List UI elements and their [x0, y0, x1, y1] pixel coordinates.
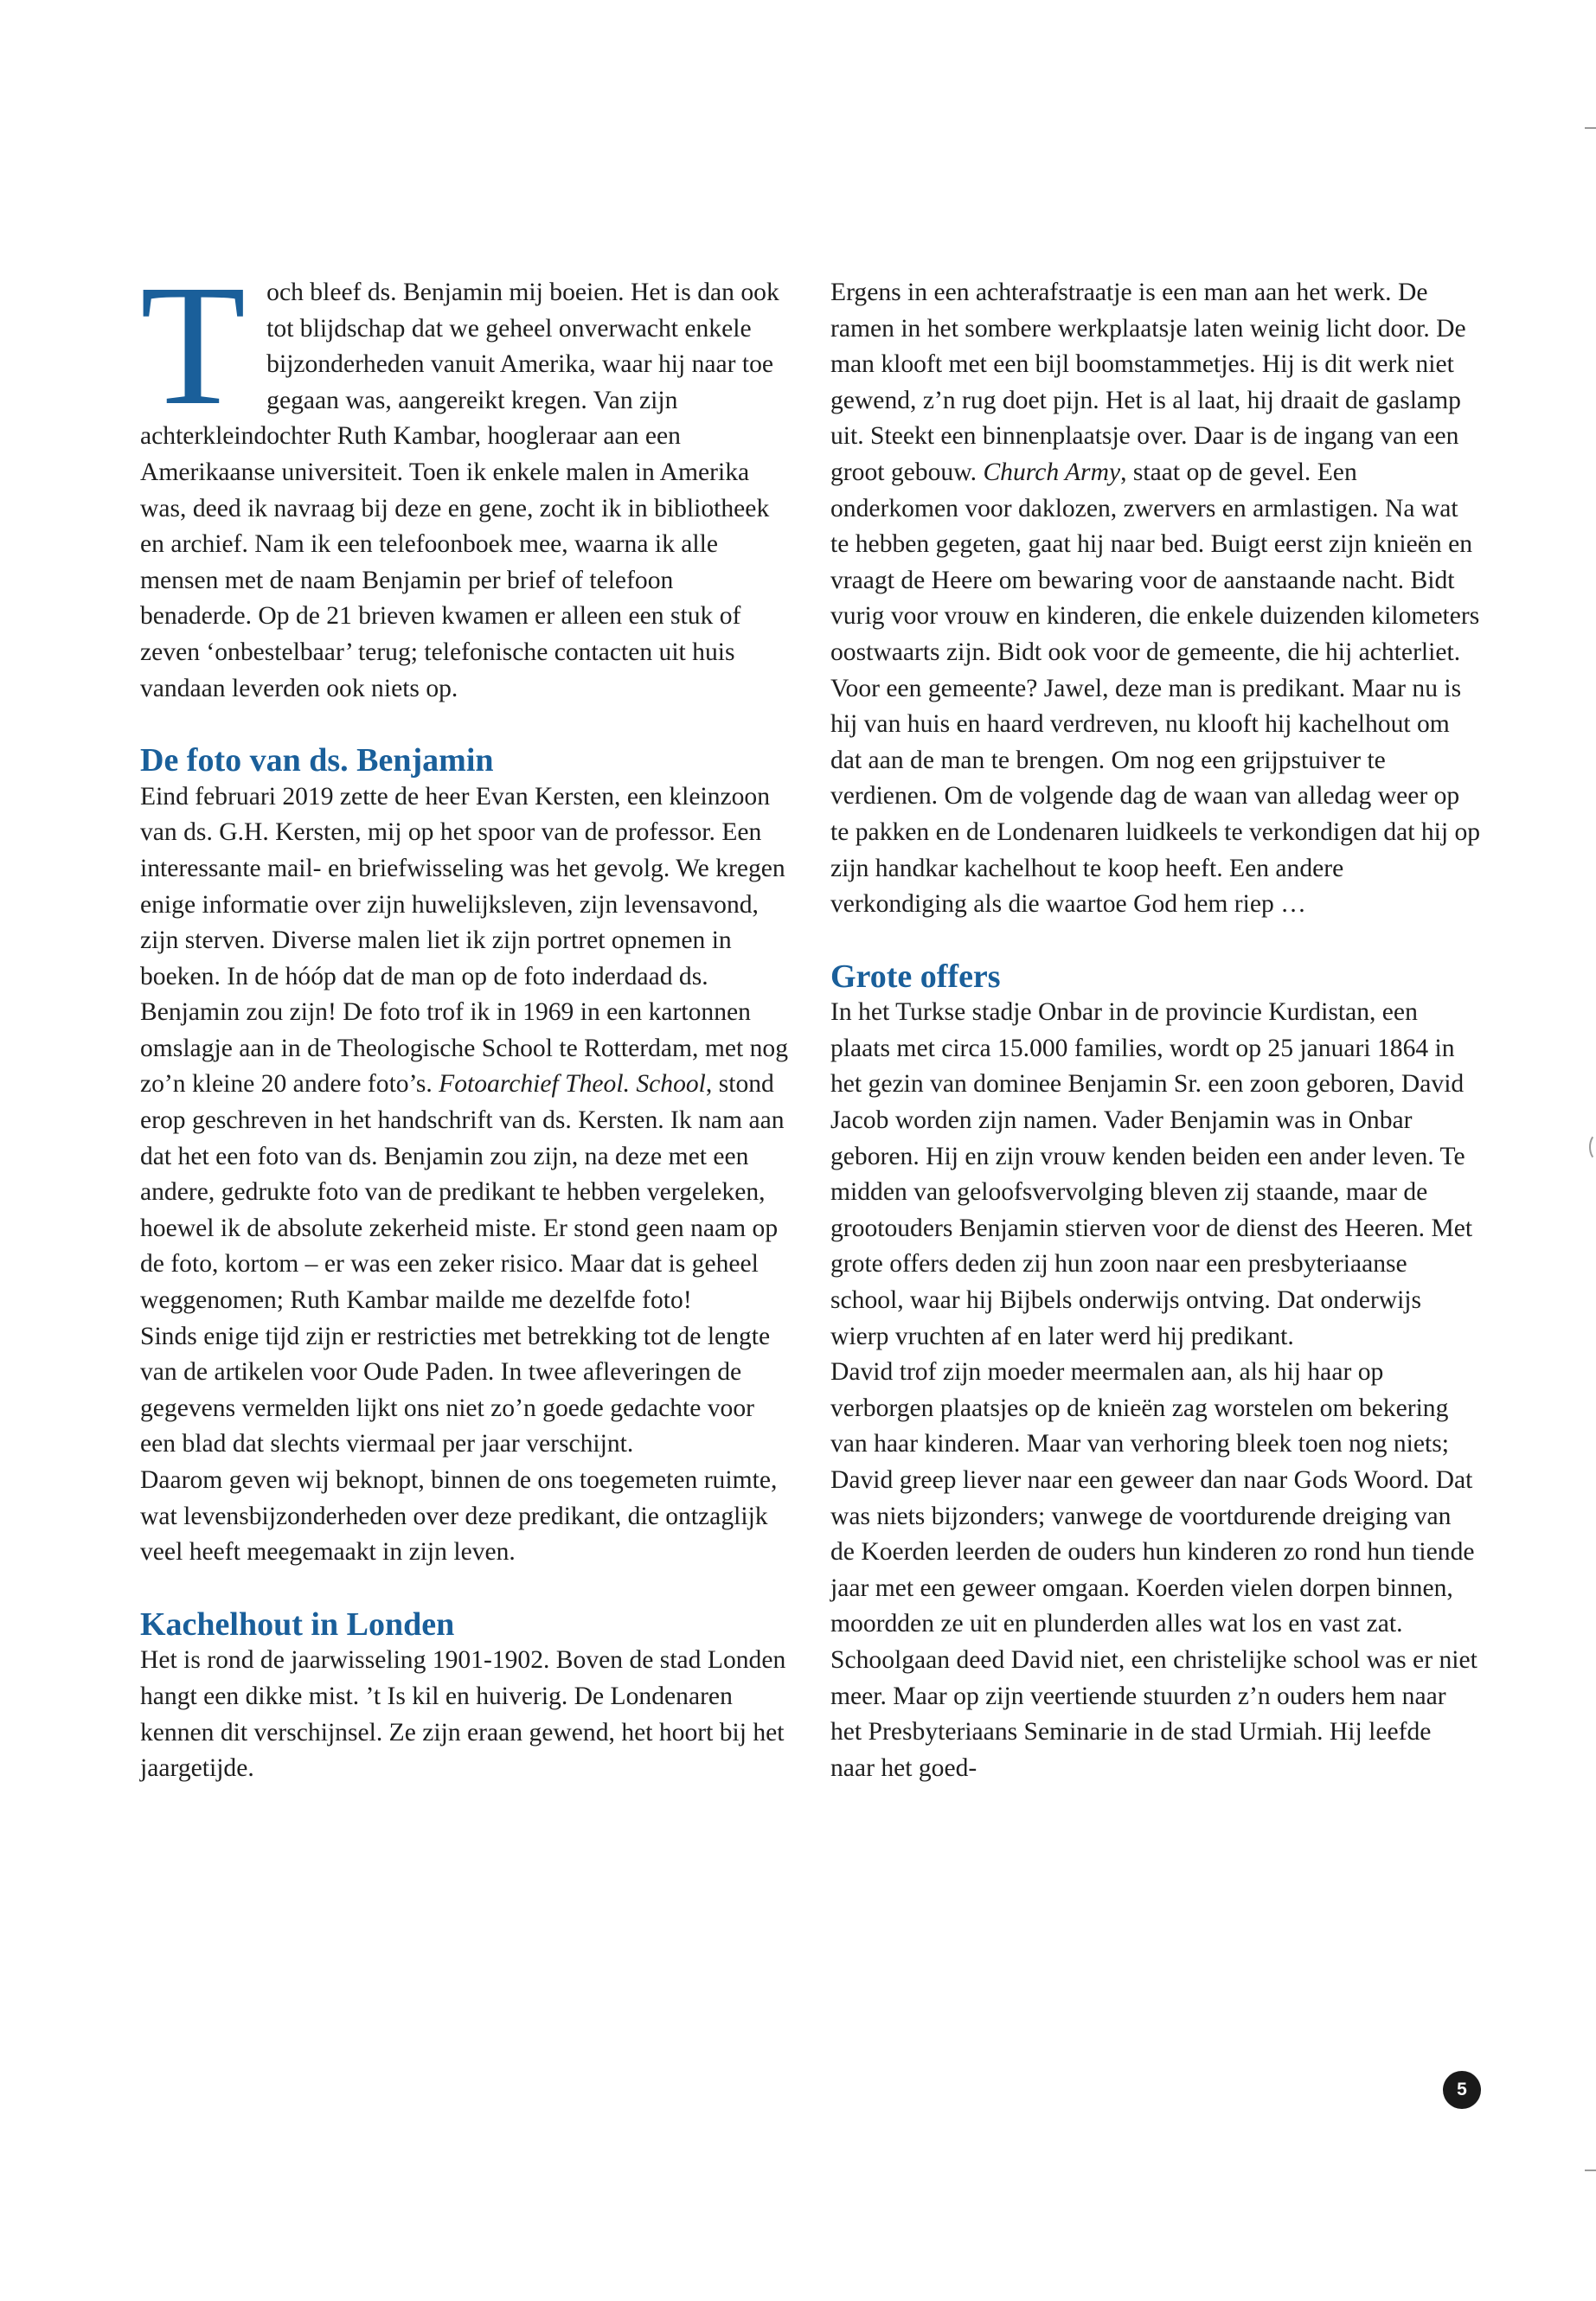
section1-paragraph-3: Daarom geven wij beknopt, binnen de ons toegemeten ruimte, wat levensbijzonderheden over deze predikant, die ontzaglijk veel heeft meegemaakt in zijn leven. — [140, 1466, 778, 1567]
crop-mark-bottom — [1585, 2170, 1596, 2171]
crop-mark-top — [1585, 127, 1596, 129]
section2-text-b: , staat op de gevel. Een onderkomen voor daklozen, zwervers en armlastigen. Na wat te hebben gegeten, gaat hij naar bed. Buigt eerst zijn knieën en vraagt de Heere om bewaring voor de aanstaande nacht. Bidt vurig voor vrouw en kinderen, die enkele duizenden kilometers oostwaarts zijn. Bidt ook voor de gemeente, die hij achterliet. Voor een gemeente? Jawel, deze man is predikant. Maar nu is hij van huis en haard verdreven, nu klooft hij kachelhout om dat aan de man te brengen. Om nog een grijpstuiver te verdienen. Om de volgende dag de waan van alledag weer op te pakken en de Londenaren luidkeels te verkondigen dat hij op zijn handkar kachelhout te koop heeft. Een andere verkondiging als die waartoe God hem riep … — [830, 458, 1481, 919]
right-column — [830, 275, 1481, 1786]
section1-italic: Fotoarchief Theol. School — [439, 1070, 706, 1099]
drop-cap: T — [140, 250, 247, 441]
section1-text-a: Eind februari 2019 zette de heer Evan Kersten, een kleinzoon van ds. G.H. Kersten, mij op het spoor van de professor. Een interessante mail- en briefwisseling was het gevolg. We kregen enige informatie over zijn huwelijksleven, zijn levensavond, zijn sterven. Diverse malen liet ik zijn portret opnemen in boeken. In de hóóp dat de man op de foto inderdaad ds. Benjamin zou zijn! De foto trof ik in 1969 in een kartonnen omslagje aan in de Theologische School te Rotterdam, met nog zo’n kleine 20 andere foto’s. — [140, 782, 788, 1099]
section-heading-kachelhout: Kachelhout in Londen — [140, 1606, 455, 1643]
section-heading-foto: De foto van ds. Benjamin — [140, 742, 494, 779]
intro-text: och bleef ds. Benjamin mij boeien. Het is dan ook tot blijdschap dat we geheel onverwacht enkele bijzonderheden vanuit Amerika, waar hij naar toe gegaan was, aangereikt kregen. Van zijn achterkleindochter Ruth Kambar, hoogleraar aan een Amerikaanse universiteit. Toen ik enkele malen in Amerika was, deed ik navraag bij deze en gene, zocht ik in bibliotheek en archief. Nam ik een telefoonboek mee, waarna ik alle mensen met de naam Benjamin per brief of telefoon benaderde. Op de 21 brieven kwamen er alleen een stuk of zeven ‘onbestelbaar’ terug; telefonische contacten uit huis vandaan leverden ook niets op. — [140, 279, 779, 702]
section2-text-a: Ergens in een achterafstraatje is een man aan het werk. De ramen in het sombere werkplaatsje laten weinig licht door. De man klooft met een bijl boomstammetjes. Hij is dit werk niet gewend, z’n rug doet pijn. Het is al laat, hij draait de gaslamp uit. Steekt een binnenplaatsje over. Daar is de ingang van een groot gebouw. — [830, 279, 1466, 486]
section3-paragraph-2: David trof zijn moeder meermalen aan, als hij haar op verborgen plaatsjes op de knieën zag worstelen om bekering van haar kinderen. Maar van verhoring bleek toen nog niets; David greep liever naar een geweer dan naar Gods Woord. Dat was niets bijzonders; vanwege de voortdurende dreiging van de Koerden leerden de ouders hun kinderen zo rond hun tiende jaar met een geweer omgaan. Koerden vielen dorpen binnen, moordden ze uit en plunderden alles wat los en vast zat. Schoolgaan deed David niet, een christelijke school was er niet meer. Maar op zijn veertiende stuurden z’n ouders hem naar het Presbyteriaans Seminarie in de stad Urmiah. Hij leefde naar het goed- — [830, 1358, 1477, 1782]
section2-paragraph-2 — [830, 275, 1481, 923]
register-mark — [1589, 1133, 1596, 1161]
section3-paragraph-1: In het Turkse stadje Onbar in de provincie Kurdistan, een plaats met circa 15.000 families, wordt op 25 januari 1864 in het gezin van dominee Benjamin Sr. een zoon geboren, David Jacob worden zijn namen. Vader Benjamin was in Onbar geboren. Hij en zijn vrouw kenden beiden een ander leven. Te midden van geloofsvervolging bleven zij staande, maar de grootouders Benjamin stierven voor de dienst des Heeren. Met grote offers deden zij hun zoon naar een presbyteriaanse school, waar hij Bijbels onderwijs ontving. Dat onderwijs wierp vruchten af en later werd hij predikant. — [830, 998, 1473, 1350]
left-column — [140, 250, 791, 1787]
page-number: 5 — [1443, 2071, 1481, 2109]
section2-italic: Church Army — [983, 458, 1121, 486]
intro-paragraph — [140, 250, 791, 707]
section1-text-b: , stond erop geschreven in het handschrift van ds. Kersten. Ik nam aan dat het een foto van ds. Benjamin zou zijn, na deze met een andere, gedrukte foto van de predikant te hebben vergeleken, hoewel ik de absolute zekerheid miste. Er stond geen naam op de foto, kortom – er was een zeker risico. Maar dat is geheel weggenomen; Ruth Kambar mailde me dezelfde foto! — [140, 1070, 785, 1315]
section2-paragraph-1: Het is rond de jaarwisseling 1901-1902. Boven de stad Londen hangt een dikke mist. ’t Is kil en huiverig. De Londenaren kennen dit verschijnsel. Ze zijn eraan gewend, het hoort bij het jaargetijde. — [140, 1646, 786, 1783]
section1-paragraph-1 — [140, 779, 791, 1319]
section-heading-offers: Grote offers — [830, 958, 1001, 995]
section1-paragraph-2: Sinds enige tijd zijn er restricties met betrekking tot de lengte van de artikelen voor Oude Paden. In twee afleveringen de gegevens vermelden lijkt ons niet zo’n goede gedachte voor een blad dat slechts viermaal per jaar verschijnt. — [140, 1322, 771, 1458]
